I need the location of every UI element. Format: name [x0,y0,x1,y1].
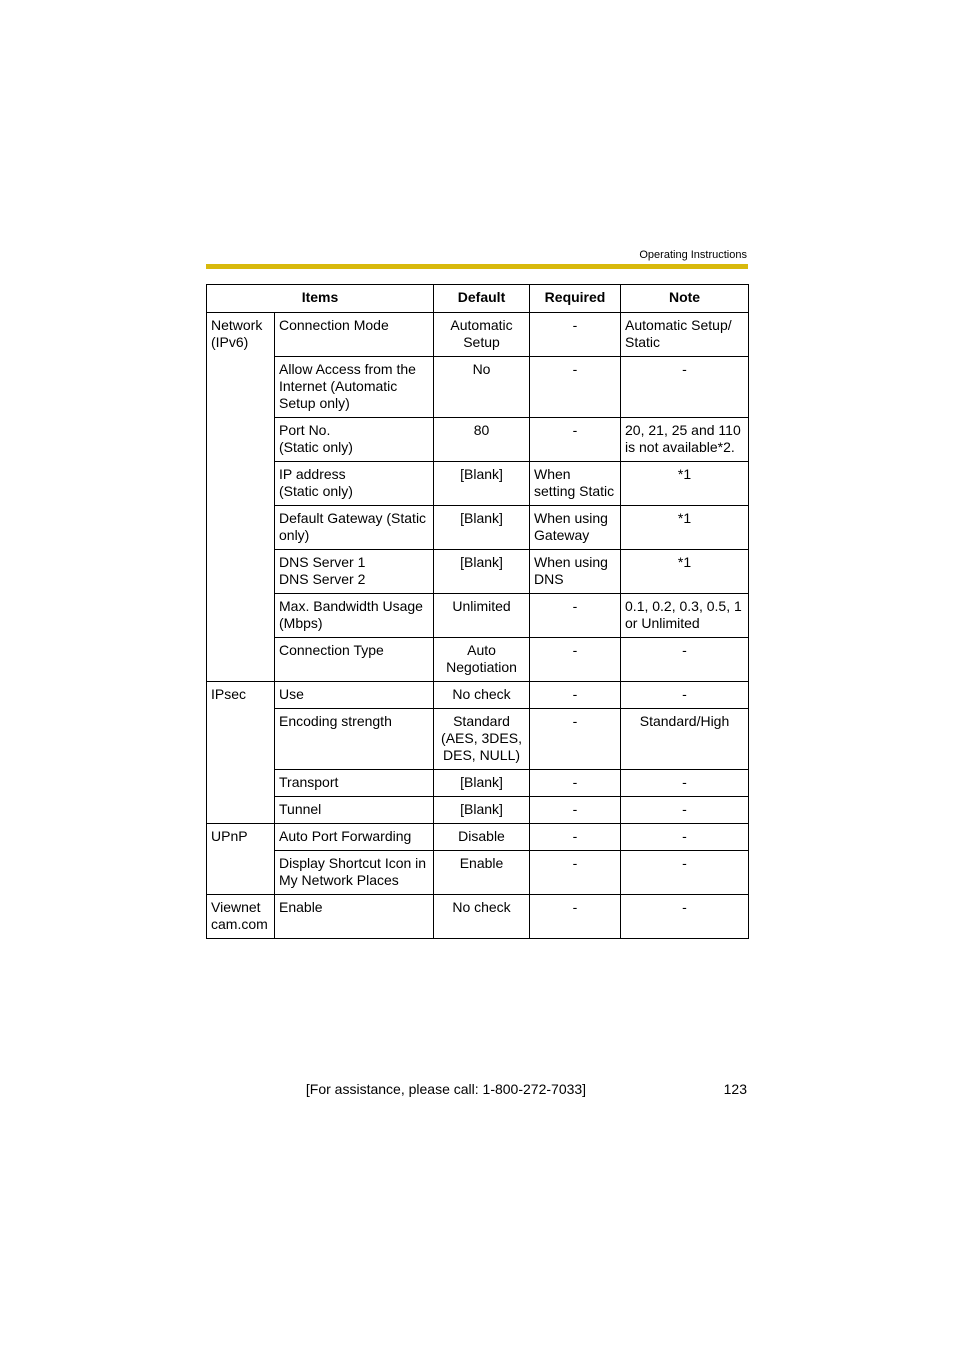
group-cell: Viewnet cam.com [207,895,275,939]
required-cell: - [530,638,621,682]
item-cell: Port No. (Static only) [275,418,434,462]
item-cell: Enable [275,895,434,939]
default-cell: Auto Negotiation [434,638,530,682]
item-cell: Auto Port Forwarding [275,824,434,851]
item-cell: Default Gateway (Static only) [275,506,434,550]
required-cell: - [530,594,621,638]
note-cell: Automatic Setup/ Static [621,313,749,357]
table-body [207,313,749,939]
required-cell: - [530,357,621,418]
note-cell: *1 [621,462,749,506]
required-cell: - [530,313,621,357]
header-label: Operating Instructions [639,249,747,261]
table-row [207,594,749,638]
item-cell: Max. Bandwidth Usage (Mbps) [275,594,434,638]
column-header-default: Default [434,285,530,313]
table-header-row [207,285,749,313]
table-row [207,709,749,770]
table-row [207,770,749,797]
item-cell: Use [275,682,434,709]
item-cell: Allow Access from the Internet (Automatic Setup only) [275,357,434,418]
default-cell: No check [434,682,530,709]
header-rule [206,264,748,269]
required-cell: - [530,895,621,939]
table-row [207,550,749,594]
column-header-note: Note [621,285,749,313]
default-cell: No check [434,895,530,939]
note-cell: - [621,770,749,797]
group-cell: Network (IPv6) [207,313,275,682]
item-cell: Connection Type [275,638,434,682]
table-row [207,462,749,506]
item-cell: Transport [275,770,434,797]
default-cell: Unlimited [434,594,530,638]
item-cell: Tunnel [275,797,434,824]
item-cell: DNS Server 1 DNS Server 2 [275,550,434,594]
required-cell: When using DNS [530,550,621,594]
default-cell: 80 [434,418,530,462]
default-cell: [Blank] [434,550,530,594]
note-cell: - [621,638,749,682]
note-cell: - [621,895,749,939]
required-cell: - [530,682,621,709]
required-cell: - [530,797,621,824]
note-cell: Standard/High [621,709,749,770]
default-cell: Enable [434,851,530,895]
required-cell: When setting Static [530,462,621,506]
default-cell: [Blank] [434,797,530,824]
required-cell: When using Gateway [530,506,621,550]
item-cell: Encoding strength [275,709,434,770]
table-row [207,638,749,682]
page-number: 123 [723,1081,747,1097]
table-row [207,313,749,357]
table-row [207,418,749,462]
default-cell: [Blank] [434,770,530,797]
note-cell: - [621,357,749,418]
group-cell: UPnP [207,824,275,895]
note-cell: - [621,682,749,709]
default-cell: Automatic Setup [434,313,530,357]
assistance-footer: [For assistance, please call: 1-800-272-7033] [305,1081,587,1097]
table-row [207,506,749,550]
required-cell: - [530,851,621,895]
table-row [207,357,749,418]
note-cell: *1 [621,506,749,550]
default-cell: Standard (AES, 3DES, DES, NULL) [434,709,530,770]
note-cell: 0.1, 0.2, 0.3, 0.5, 1 or Unlimited [621,594,749,638]
default-cell: No [434,357,530,418]
table-row [207,797,749,824]
note-cell: 20, 21, 25 and 110 is not available*2. [621,418,749,462]
column-header-items: Items [207,285,434,313]
item-cell: Display Shortcut Icon in My Network Places [275,851,434,895]
table-row [207,851,749,895]
default-cell: Disable [434,824,530,851]
column-header-required: Required [530,285,621,313]
item-cell: Connection Mode [275,313,434,357]
table-row [207,824,749,851]
default-cell: [Blank] [434,462,530,506]
item-cell: IP address (Static only) [275,462,434,506]
settings-table [206,284,749,939]
required-cell: - [530,824,621,851]
note-cell: - [621,824,749,851]
note-cell: *1 [621,550,749,594]
note-cell: - [621,797,749,824]
default-cell: [Blank] [434,506,530,550]
required-cell: - [530,709,621,770]
table-row [207,895,749,939]
table-row [207,682,749,709]
group-cell: IPsec [207,682,275,824]
required-cell: - [530,418,621,462]
required-cell: - [530,770,621,797]
note-cell: - [621,851,749,895]
